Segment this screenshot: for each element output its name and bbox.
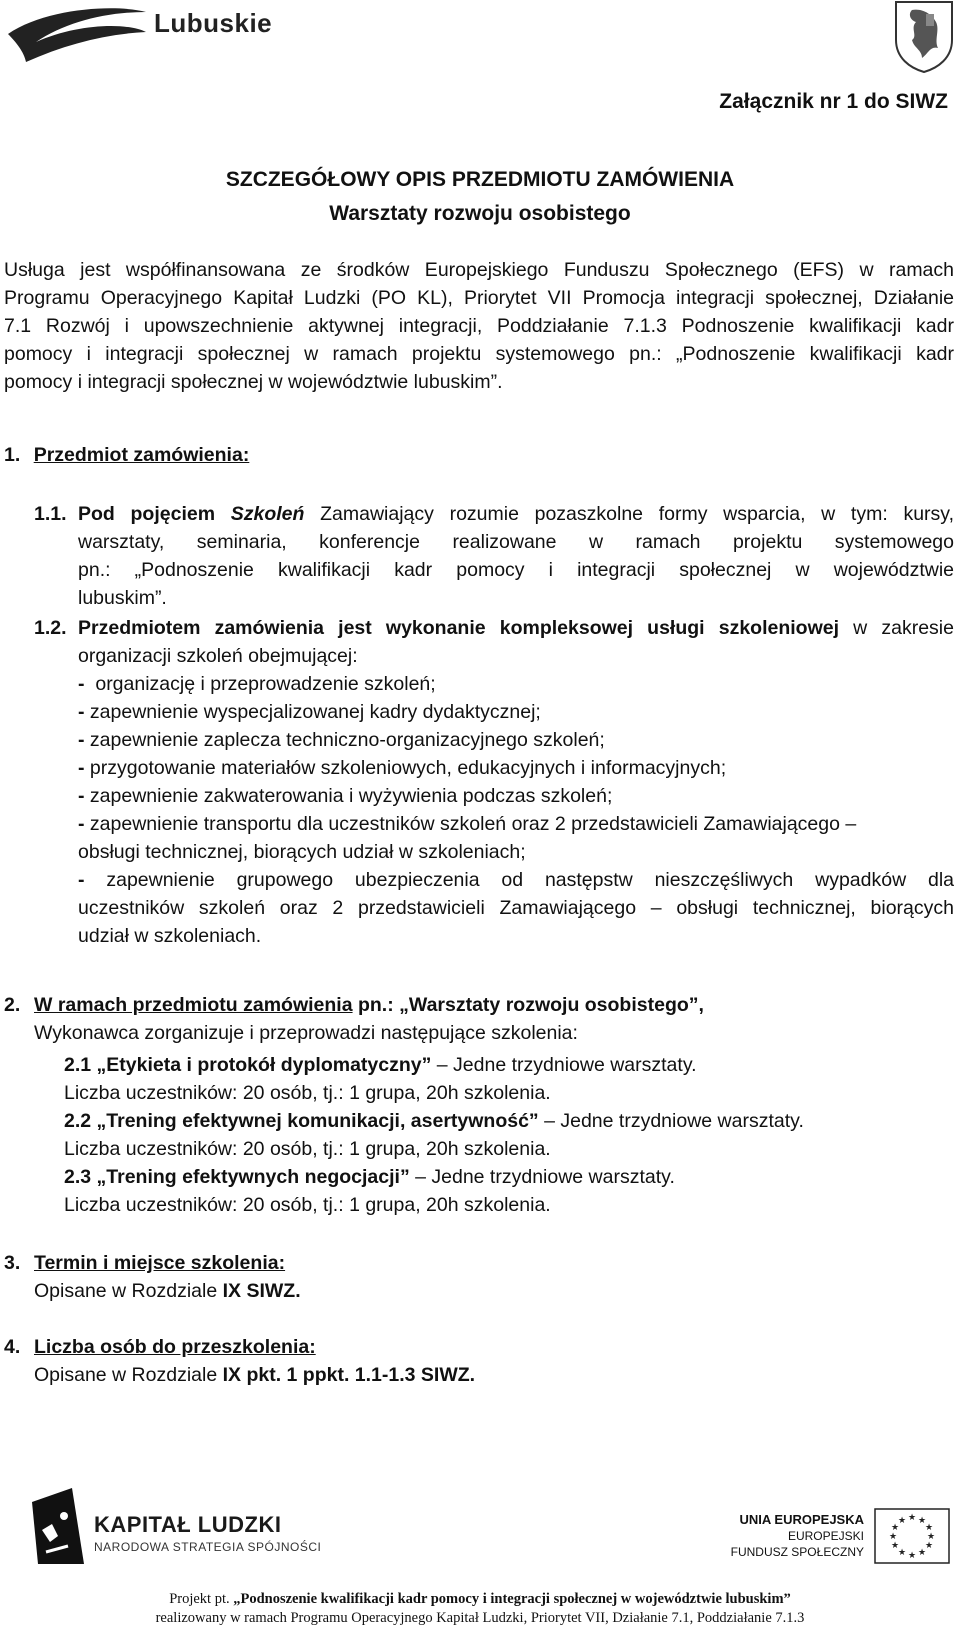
list-item: - zapewnienie zaplecza techniczno-organizacyjnego szkoleń;	[78, 729, 605, 751]
point-1-1-line: warsztaty, seminaria, konferencje realizowane w ramach projektu systemowego	[78, 531, 954, 553]
point-1-2-body	[78, 642, 954, 950]
training-title-line: 2.1 „Etykieta i protokół dyplomatyczny” – Jedne trzydniowe warsztaty.	[64, 1054, 697, 1076]
point-1-2-rest: w zakresie	[853, 617, 954, 639]
svg-text:★: ★	[897, 1516, 907, 1526]
section-4-number: 4.	[4, 1336, 21, 1358]
intro-line: 7.1 Rozwój i upowszechnienie aktywnej integracji, Poddziałanie 7.1.3 Podnoszenie kwalifikacji kadr	[4, 315, 954, 337]
svg-text:★: ★	[924, 1523, 934, 1533]
training-info: Liczba uczestników: 20 osób, tj.: 1 grupa, 20h szkolenia.	[64, 1138, 551, 1160]
svg-text:★: ★	[897, 1548, 907, 1558]
training-title-line: 2.2 „Trening efektywnej komunikacji, asertywność” – Jedne trzydniowe warsztaty.	[64, 1110, 804, 1132]
annex-label: Załącznik nr 1 do SIWZ	[719, 90, 948, 113]
section-2	[34, 991, 934, 1047]
point-1-1-line	[78, 500, 954, 528]
list-item: - zapewnienie grupowego ubezpieczenia od następstw nieszczęśliwych wypadków dla	[78, 869, 955, 891]
point-1-1	[78, 500, 954, 612]
point-1-2-lead: Przedmiotem zamówienia jest wykonanie kompleksowej usługi szkoleniowej	[78, 617, 840, 639]
eu-flag-icon	[874, 1508, 950, 1564]
eu-line-1: UNIA EUROPEJSKA	[739, 1512, 864, 1527]
section-3-heading: Termin i miejsce szkolenia:	[34, 1252, 286, 1274]
point-1-1-rest: Zamawiający rozumie pozaszkolne formy wsparcia, w tym: kursy,	[320, 503, 955, 525]
list-item: - przygotowanie materiałów szkoleniowych, edukacyjnych i informacyjnych;	[78, 757, 727, 779]
lubuskie-logo	[6, 2, 296, 66]
svg-text:★: ★	[890, 1523, 900, 1533]
footer-project-line-1: Projekt pt. „Podnoszenie kwalifikacji kadr pomocy i integracji społecznej w województwie lubuskim”	[169, 1591, 791, 1607]
section-2-number: 2.	[4, 994, 21, 1016]
point-1-2-number: 1.2.	[34, 617, 67, 639]
list-item: - zapewnienie transportu dla uczestników szkoleń oraz 2 przedstawicieli Zamawiającego –	[78, 813, 857, 835]
svg-text:★: ★	[907, 1551, 917, 1561]
coat-of-arms-icon	[892, 0, 956, 74]
document-subtitle: Warsztaty rozwoju osobistego	[329, 202, 631, 225]
section-1-title: Przedmiot zamówienia:	[33, 444, 250, 466]
svg-text:★: ★	[907, 1513, 917, 1523]
point-1-2	[78, 614, 954, 642]
svg-text:★: ★	[917, 1548, 927, 1558]
point-1-1-line: lubuskim”.	[78, 587, 167, 609]
list-item-continuation: uczestników szkoleń oraz 2 przedstawicieli Zamawiającego – obsługi technicznej, biorących	[78, 897, 954, 919]
list-item-continuation: udział w szkoleniach.	[78, 925, 262, 947]
section-2-heading-rest: pn.: „Warsztaty rozwoju osobistego”,	[357, 994, 704, 1016]
eu-logo	[690, 1508, 960, 1568]
section-2-heading-underlined: W ramach przedmiotu zamówienia	[34, 994, 353, 1016]
eu-line-3: FUNDUSZ SPOŁECZNY	[730, 1545, 864, 1559]
list-item: - organizację i przeprowadzenie szkoleń;	[78, 673, 436, 695]
section-4-text: Opisane w Rozdziale IX pkt. 1 ppkt. 1.1-1.3 SIWZ.	[34, 1364, 476, 1386]
list-item-continuation: obsługi technicznej, biorących udział w szkoleniach;	[78, 841, 526, 863]
coat-of-arms	[892, 0, 956, 74]
section-1-number: 1.	[4, 444, 21, 466]
point-1-1-lead: Pod pojęciem	[78, 503, 216, 525]
intro-line: pomocy i integracji społecznej w ramach projektu systemowego pn.: „Podnoszenie kwalifikacji kadr	[4, 343, 954, 365]
point-1-2-line	[78, 614, 954, 642]
point-1-1-line: pn.: „Podnoszenie kwalifikacji kadr pomocy i integracji społecznej w województwie	[78, 559, 954, 581]
section-2-heading	[34, 991, 934, 1019]
section-4-heading: Liczba osób do przeszkolenia:	[34, 1336, 316, 1358]
intro-paragraph	[4, 256, 954, 396]
svg-text:★: ★	[888, 1532, 898, 1542]
intro-line: pomocy i integracji społecznej w województwie lubuskim”.	[4, 371, 503, 393]
kapital-ludzki-logo	[28, 1486, 348, 1566]
training-title-line: 2.3 „Trening efektywnych negocjacji” – Jedne trzydniowe warsztaty.	[64, 1166, 675, 1188]
list-item: - zapewnienie zakwaterowania i wyżywienia podczas szkoleń;	[78, 785, 613, 807]
list-item: - zapewnienie wyspecjalizowanej kadry dydaktycznej;	[78, 701, 541, 723]
training-info: Liczba uczestników: 20 osób, tj.: 1 grupa, 20h szkolenia.	[64, 1082, 551, 1104]
eu-line-2: EUROPEJSKI	[787, 1529, 864, 1543]
lubuskie-logo-text: Lubuskie	[154, 8, 273, 38]
svg-text:★: ★	[924, 1541, 934, 1551]
kapital-ludzki-icon	[28, 1486, 88, 1566]
section-2-intro: Wykonawca zorganizuje i przeprowadzi następujące szkolenia:	[34, 1022, 578, 1044]
section-3-text: Opisane w Rozdziale IX SIWZ.	[34, 1280, 301, 1302]
kapital-ludzki-subtitle: NARODOWA STRATEGIA SPÓJNOŚCI	[94, 1540, 322, 1554]
svg-text:★: ★	[917, 1516, 927, 1526]
intro-line: Usługa jest współfinansowana ze środków Europejskiego Funduszu Społecznego (EFS) w ramach	[4, 259, 954, 281]
kapital-ludzki-title: KAPITAŁ LUDZKI	[94, 1512, 282, 1537]
point-1-2-line: organizacji szkoleń obejmującej:	[78, 645, 358, 667]
section-3-number: 3.	[4, 1252, 21, 1274]
point-1-1-term: Szkoleń	[230, 503, 305, 525]
footer-project-line-2: realizowany w ramach Programu Operacyjnego Kapitał Ludzki, Priorytet VII, Działanie 7.1, Poddziałanie 7.1.3	[155, 1610, 805, 1626]
svg-text:★: ★	[890, 1541, 900, 1551]
point-1-1-number: 1.1.	[34, 503, 67, 525]
section-4	[34, 1333, 475, 1389]
intro-line: Programu Operacyjnego Kapitał Ludzki (PO KL), Priorytet VII Promocja integracji społecznej, Działanie	[4, 287, 954, 309]
document-title: SZCZEGÓŁOWY OPIS PRZEDMIOTU ZAMÓWIENIA	[225, 168, 735, 191]
svg-text:★: ★	[926, 1532, 936, 1542]
section-1-heading	[4, 441, 249, 469]
section-3	[34, 1249, 301, 1305]
training-info: Liczba uczestników: 20 osób, tj.: 1 grupa, 20h szkolenia.	[64, 1194, 551, 1216]
trainings-list	[64, 1051, 944, 1219]
